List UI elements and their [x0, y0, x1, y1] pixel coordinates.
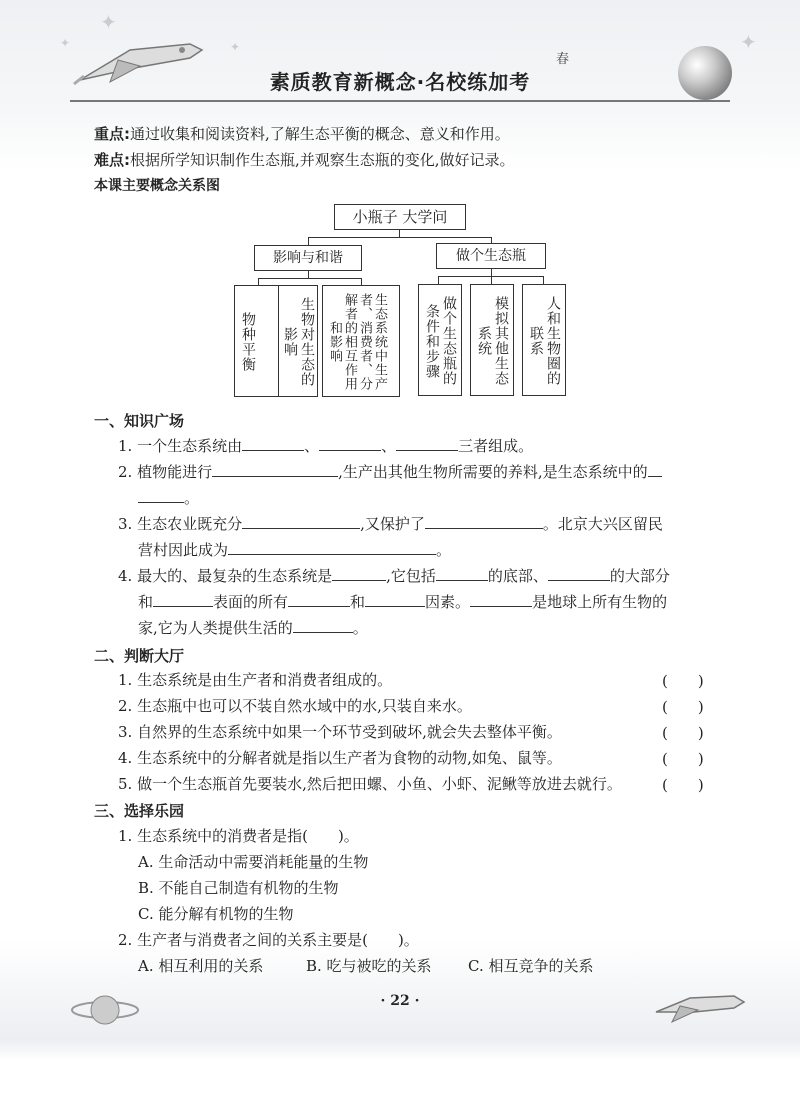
question-1-1: 1. 一个生态系统由 、 、 三者组成。 — [118, 437, 534, 455]
diagram-root: 小瓶子 大学问 — [334, 204, 466, 230]
key-point-label: 重点: — [94, 125, 130, 143]
question-3-2: 2. 生产者与消费者之间的关系主要是( )。 — [118, 931, 419, 949]
judge-answer-parens[interactable]: ( ) — [662, 776, 704, 794]
star-icon: ✦ — [230, 40, 241, 54]
space-shuttle-icon — [650, 982, 750, 1032]
diagram-leaf — [418, 284, 462, 396]
diagram-leaf-text: 做个生态瓶的条件和步骤 — [424, 296, 457, 386]
judge-answer-parens[interactable]: ( ) — [662, 724, 704, 742]
diagram-leaf — [522, 284, 566, 396]
answer-blank[interactable] — [153, 592, 213, 607]
difficult-point-label: 难点: — [94, 151, 130, 169]
judge-item: 2. 生态瓶中也可以不装自然水域中的水,只装自来水。 — [118, 697, 472, 715]
answer-blank[interactable] — [242, 514, 360, 529]
star-icon: ✦ — [60, 36, 71, 50]
option[interactable]: B. 不能自己制造有机物的生物 — [138, 879, 339, 897]
section-heading: 二、判断大厅 — [94, 647, 185, 665]
answer-blank[interactable] — [425, 514, 543, 529]
option[interactable]: A. 相互利用的关系 — [138, 957, 264, 975]
judge-item: 4. 生态系统中的分解者就是指以生产者为食物的动物,如兔、鼠等。 — [118, 749, 562, 767]
section-heading: 三、选择乐园 — [94, 802, 185, 820]
answer-blank[interactable] — [228, 540, 436, 555]
answer-blank[interactable] — [648, 462, 662, 477]
page-number: · 22 · — [380, 993, 420, 1009]
diagram-right-node: 做个生态瓶 — [436, 243, 546, 269]
question-1-4: 4. 最大的、最复杂的生态系统是 ,它包括 的底部、 的大部分 — [118, 567, 670, 585]
star-icon: ✦ — [740, 30, 757, 54]
planet-icon — [70, 988, 140, 1032]
answer-blank[interactable] — [138, 488, 184, 503]
question-1-2-cont: 。 — [138, 488, 199, 508]
page-title: 素质教育新概念·名校练加考 — [269, 70, 531, 94]
diagram-leaf-text: 物种平衡 — [240, 312, 256, 372]
option[interactable]: C. 能分解有机物的生物 — [138, 905, 294, 923]
concept-map-title: 本课主要概念关系图 — [94, 178, 220, 194]
option[interactable]: B. 吃与被吃的关系 — [306, 957, 432, 975]
answer-blank[interactable] — [293, 618, 353, 633]
answer-blank[interactable] — [242, 436, 304, 451]
answer-blank[interactable] — [436, 566, 488, 581]
diagram-leaf-text: 人和生物圈的联系 — [528, 296, 561, 386]
answer-blank[interactable] — [365, 592, 425, 607]
season-label: 春 — [556, 52, 570, 67]
diagram-leaf — [278, 285, 318, 397]
answer-blank[interactable] — [212, 462, 338, 477]
question-1-4-cont: 和 表面的所有 和 因素。 是地球上所有生物的 — [138, 593, 668, 611]
judge-answer-parens[interactable]: ( ) — [662, 750, 704, 768]
judge-answer-parens[interactable]: ( ) — [662, 698, 704, 716]
answer-blank[interactable] — [319, 436, 381, 451]
difficult-point — [94, 150, 515, 170]
question-1-3-cont: 营村因此成为 。 — [138, 541, 452, 559]
judge-item: 3. 自然界的生态系统中如果一个环节受到破坏,就会失去整体平衡。 — [118, 723, 562, 741]
judge-answer-parens[interactable]: ( ) — [662, 672, 704, 690]
header-divider — [70, 100, 730, 102]
question-1-3: 3. 生态农业既充分 ,又保护了 。北京大兴区留民 — [118, 515, 663, 533]
diagram-leaf-text: 生物对生态的影响 — [282, 297, 315, 387]
option[interactable]: A. 生命活动中需要消耗能量的生物 — [138, 853, 369, 871]
answer-blank[interactable] — [332, 566, 386, 581]
judge-item: 5. 做一个生态瓶首先要装水,然后把田螺、小鱼、小虾、泥鳅等放进去就行。 — [118, 775, 622, 793]
judge-item: 1. 生态系统是由生产者和消费者组成的。 — [118, 671, 393, 689]
option[interactable]: C. 相互竞争的关系 — [468, 957, 594, 975]
key-point — [94, 124, 510, 144]
diagram-leaf — [322, 285, 400, 397]
diagram-leaf — [470, 284, 514, 396]
diagram-leaf-text: 生态系统中生产者、消费者、分解者的相互作用和影响 — [327, 293, 387, 391]
section-heading: 一、知识广场 — [94, 412, 185, 430]
question-1-4-cont2: 家,它为人类提供生活的 。 — [138, 619, 368, 637]
diagram-left-node: 影响与和谐 — [254, 245, 362, 271]
question-1-2: 2. 植物能进行 ,生产出其他生物所需要的养料,是生态系统中的 — [118, 462, 662, 482]
key-point-text: 通过收集和阅读资料,了解生态平衡的概念、意义和作用。 — [130, 125, 510, 143]
diagram-leaf-text: 模拟其他生态系统 — [476, 296, 509, 386]
answer-blank[interactable] — [548, 566, 610, 581]
answer-blank[interactable] — [288, 592, 350, 607]
question-3-1: 1. 生态系统中的消费者是指( )。 — [118, 827, 359, 845]
answer-blank[interactable] — [470, 592, 532, 607]
difficult-point-text: 根据所学知识制作生态瓶,并观察生态瓶的变化,做好记录。 — [130, 151, 515, 169]
star-icon: ✦ — [100, 10, 117, 34]
answer-blank[interactable] — [396, 436, 458, 451]
